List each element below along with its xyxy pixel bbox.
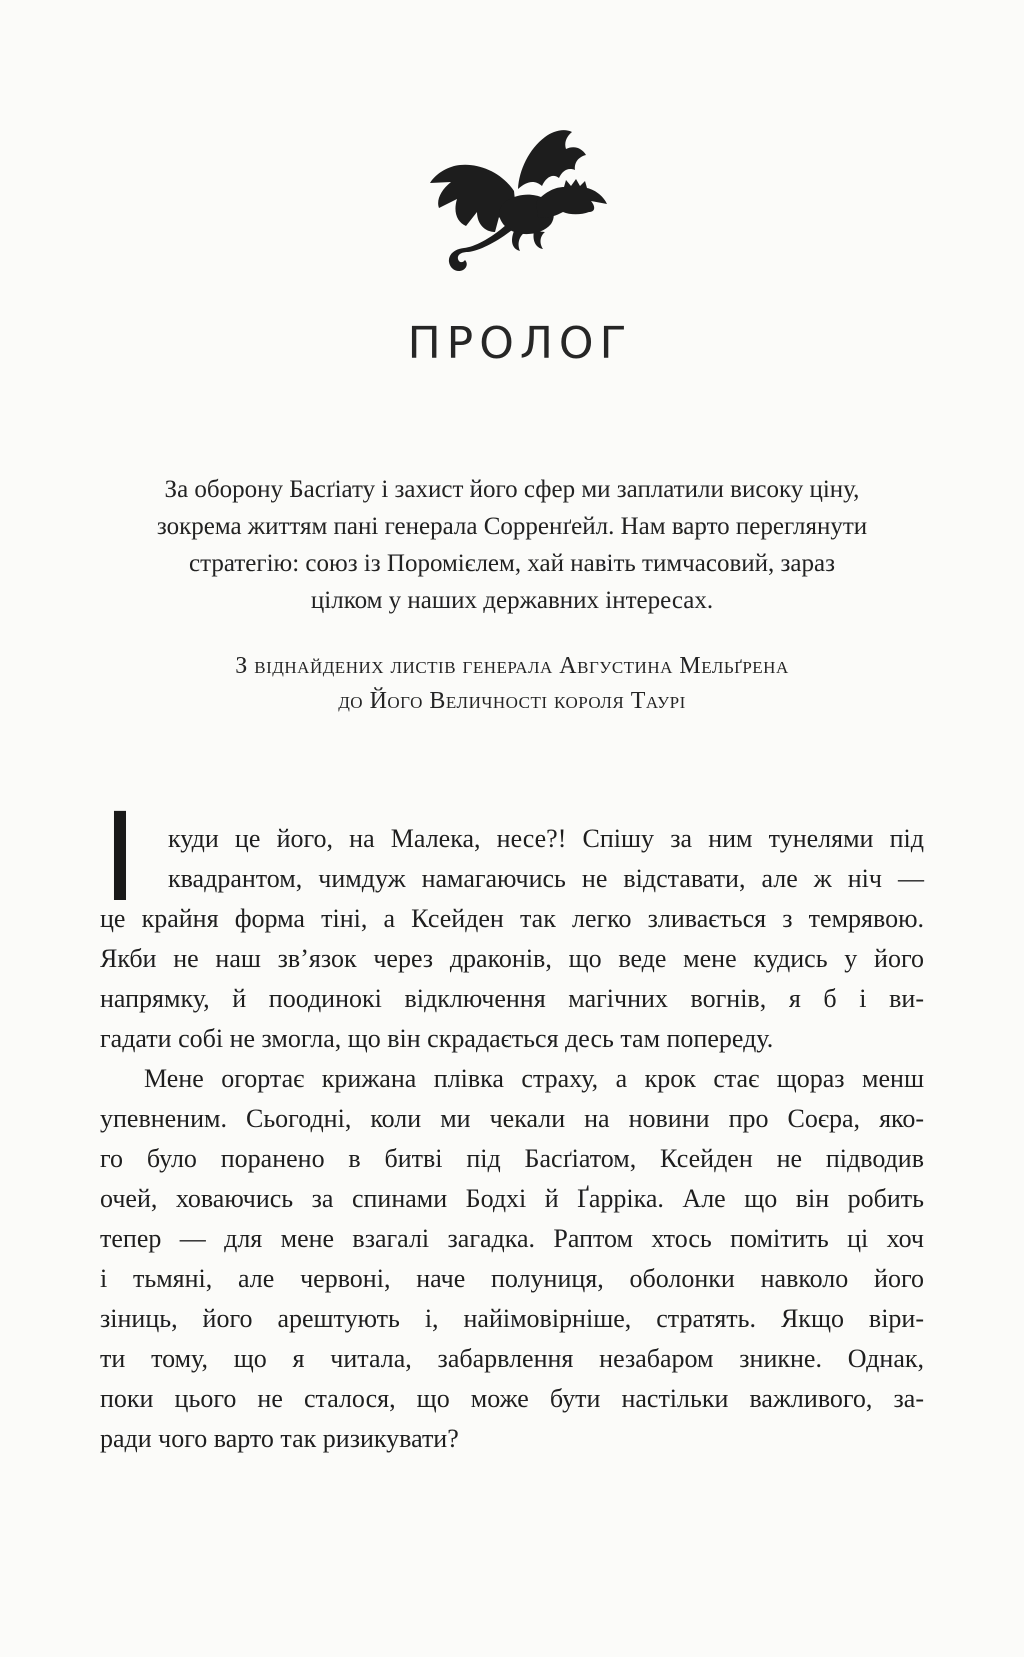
text-line: Якби не наш зв’язок через драконів, що веде мене кудись у його xyxy=(100,944,924,973)
text-line: ради чого варто так ризикувати? xyxy=(100,1424,459,1453)
text-line: цілком у наших державних інтересах. xyxy=(310,587,714,614)
text-line: напрямку, й поодинокі відключення магічних вогнів, я б і ви- xyxy=(100,984,924,1013)
text-line: упевненим. Сьогодні, коли ми чекали на новини про Соєра, яко- xyxy=(100,1104,924,1133)
text-line: квадрантом, чимдуж намагаючись не відставати, але ж ніч — xyxy=(167,864,924,893)
text-line: до Його Величності короля Таурі xyxy=(338,688,686,714)
paragraph-2 xyxy=(100,1059,924,1459)
chapter-title: ПРОЛОГ xyxy=(407,318,633,369)
text-line: це крайня форма тіні, а Ксейден так легко зливається з темрявою. xyxy=(100,904,924,933)
book-page xyxy=(0,126,1024,1657)
text-line: З віднайдених листів генерала Августина Мельґрена xyxy=(235,653,789,679)
drop-cap: І xyxy=(102,787,138,929)
dragon-silhouette-icon xyxy=(418,126,618,278)
paragraph-1 xyxy=(100,787,924,1059)
epigraph xyxy=(0,471,1024,619)
text-line: очей, ховаючись за спинами Бодхі й Ґарріка. Але що він робить xyxy=(100,1184,924,1213)
text-line: За оборону Басґіату і захист його сфер ми заплатили високу ціну, xyxy=(164,476,860,503)
body-text xyxy=(0,787,1024,1459)
text-line: го було поранено в битві під Басґіатом, Ксейден не підводив xyxy=(100,1144,924,1173)
text-line: гадати собі не змогла, що він скрадається десь там попереду. xyxy=(100,1024,774,1053)
text-line: тепер — для мене взагалі загадка. Раптом хтось помітить ці хоч xyxy=(100,1224,924,1253)
text-line: зіниць, його арештують і, найімовірніше, стратять. Якщо віри- xyxy=(100,1304,924,1333)
paragraph-2-lines xyxy=(100,1059,924,1459)
epigraph-attribution xyxy=(0,649,1024,719)
paragraph-1-lines xyxy=(100,787,924,1059)
text-line: ти тому, що я читала, забарвлення незабаром зникне. Однак, xyxy=(100,1344,924,1373)
text-line: поки цього не сталося, що може бути настільки важливого, за- xyxy=(100,1384,924,1413)
text-line: Мене огортає крижана плівка страху, а крок стає щораз менш xyxy=(144,1064,924,1093)
text-line: і тьмяні, але червоні, наче полуниця, оболонки навколо його xyxy=(100,1264,924,1293)
text-line: стратегію: союз із Поромієлем, хай навіть тимчасовий, зараз xyxy=(189,550,835,577)
dragon-illustration xyxy=(418,126,618,278)
text-line: куди це його, на Малека, несе?! Спішу за ним тунелями під xyxy=(167,824,924,853)
text-line: зокрема життям пані генерала Сорренґейл. Нам варто переглянути xyxy=(156,513,868,540)
